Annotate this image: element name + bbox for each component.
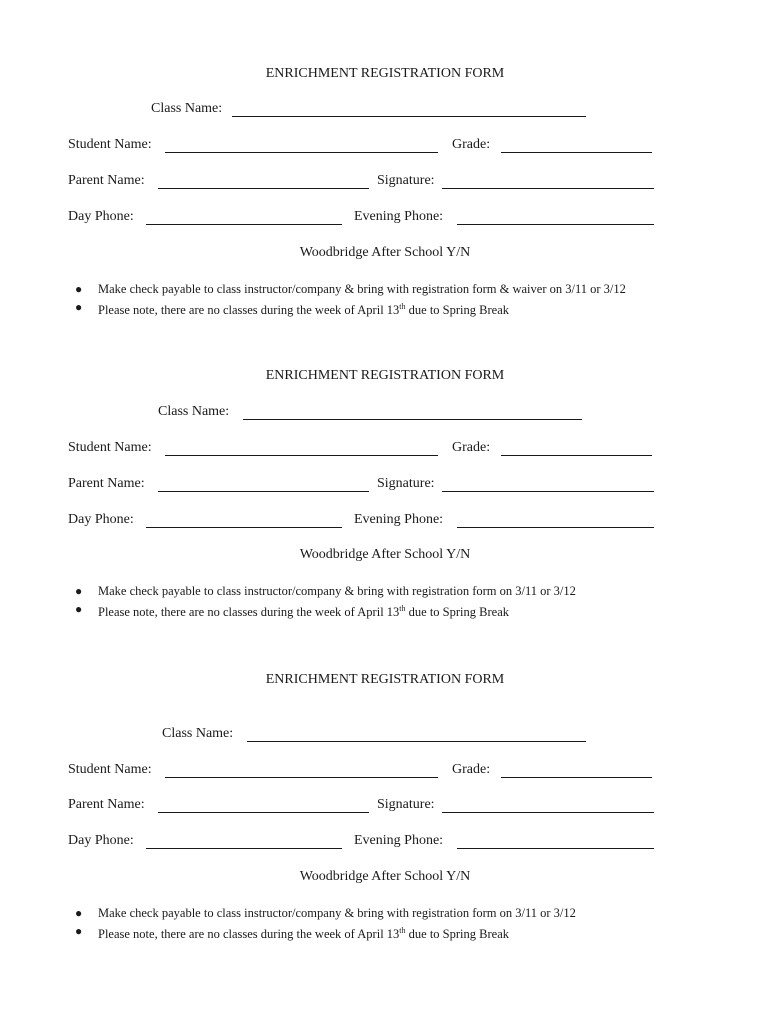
after-school-option[interactable]: Woodbridge After School Y/N xyxy=(299,547,471,562)
list-item xyxy=(0,298,626,316)
grade-field[interactable] xyxy=(501,439,652,457)
form-title: ENRICHMENT REGISTRATION FORM xyxy=(265,66,505,81)
note-spring-break: due to Spring Break xyxy=(405,605,509,619)
class-name-row xyxy=(0,101,770,119)
note-no-classes: Please note, there are no classes during the week of April 13 xyxy=(98,605,400,619)
student-grade-row xyxy=(0,762,770,780)
notes-list xyxy=(0,280,626,316)
day-phone-field[interactable] xyxy=(146,511,342,529)
student-name-label: Student Name: xyxy=(68,137,152,152)
note-payment: Make check payable to class instructor/company & bring with registration form on 3/11 or 3/12 xyxy=(98,906,576,920)
after-school-option[interactable]: Woodbridge After School Y/N xyxy=(299,245,471,260)
student-grade-row xyxy=(0,440,770,458)
class-name-field[interactable] xyxy=(232,100,586,118)
signature-field[interactable] xyxy=(442,475,654,493)
class-name-row xyxy=(0,726,770,744)
day-phone-label: Day Phone: xyxy=(68,209,134,224)
bullet-icon: ● xyxy=(75,282,83,296)
day-phone-field[interactable] xyxy=(146,832,342,850)
bullet-icon: ● xyxy=(75,906,83,920)
note-payment: Make check payable to class instructor/company & bring with registration form & waiver on 3/11 or 3/12 xyxy=(98,282,626,296)
evening-phone-label: Evening Phone: xyxy=(354,512,444,527)
notes-list xyxy=(0,904,576,940)
class-name-field[interactable] xyxy=(247,725,586,743)
note-no-classes: Please note, there are no classes during the week of April 13 xyxy=(98,303,400,317)
signature-label: Signature: xyxy=(377,797,435,812)
note-superscript: th xyxy=(399,302,406,311)
parent-name-field[interactable] xyxy=(158,796,369,814)
day-phone-label: Day Phone: xyxy=(68,512,134,527)
list-item xyxy=(0,922,576,940)
grade-field[interactable] xyxy=(501,136,652,154)
signature-field[interactable] xyxy=(442,172,654,190)
parent-name-field[interactable] xyxy=(158,172,369,190)
class-name-field[interactable] xyxy=(243,403,582,421)
phone-row xyxy=(0,209,770,227)
evening-phone-label: Evening Phone: xyxy=(354,209,444,224)
evening-phone-label: Evening Phone: xyxy=(354,833,444,848)
grade-label: Grade: xyxy=(452,137,491,152)
signature-label: Signature: xyxy=(377,173,435,188)
signature-label: Signature: xyxy=(377,476,435,491)
grade-label: Grade: xyxy=(452,762,491,777)
list-item xyxy=(0,582,576,600)
notes-list xyxy=(0,582,576,618)
student-name-label: Student Name: xyxy=(68,762,152,777)
student-grade-row xyxy=(0,137,770,155)
parent-name-label: Parent Name: xyxy=(68,476,145,491)
phone-row xyxy=(0,512,770,530)
signature-field[interactable] xyxy=(442,796,654,814)
parent-signature-row xyxy=(0,476,770,494)
parent-signature-row xyxy=(0,797,770,815)
bullet-icon: ● xyxy=(75,584,83,598)
list-item xyxy=(0,600,576,618)
parent-name-label: Parent Name: xyxy=(68,173,145,188)
bullet-icon: ● xyxy=(75,300,83,314)
bullet-icon: ● xyxy=(75,924,83,938)
student-name-field[interactable] xyxy=(165,136,438,154)
class-name-label: Class Name: xyxy=(158,404,230,419)
form-title: ENRICHMENT REGISTRATION FORM xyxy=(265,368,505,383)
grade-label: Grade: xyxy=(452,440,491,455)
note-no-classes: Please note, there are no classes during the week of April 13 xyxy=(98,927,400,941)
class-name-label: Class Name: xyxy=(162,726,234,741)
note-superscript: th xyxy=(399,926,406,935)
student-name-field[interactable] xyxy=(165,761,438,779)
note-payment: Make check payable to class instructor/company & bring with registration form on 3/11 or 3/12 xyxy=(98,584,576,598)
parent-name-label: Parent Name: xyxy=(68,797,145,812)
form-title: ENRICHMENT REGISTRATION FORM xyxy=(265,672,505,687)
class-name-label: Class Name: xyxy=(151,101,223,116)
evening-phone-field[interactable] xyxy=(457,208,654,226)
evening-phone-field[interactable] xyxy=(457,511,654,529)
after-school-option[interactable]: Woodbridge After School Y/N xyxy=(299,869,471,884)
note-superscript: th xyxy=(399,604,406,613)
parent-signature-row xyxy=(0,173,770,191)
day-phone-field[interactable] xyxy=(146,208,342,226)
list-item xyxy=(0,280,626,298)
day-phone-label: Day Phone: xyxy=(68,833,134,848)
grade-field[interactable] xyxy=(501,761,652,779)
evening-phone-field[interactable] xyxy=(457,832,654,850)
class-name-row xyxy=(0,404,770,422)
student-name-field[interactable] xyxy=(165,439,438,457)
bullet-icon: ● xyxy=(75,602,83,616)
parent-name-field[interactable] xyxy=(158,475,369,493)
note-spring-break: due to Spring Break xyxy=(405,927,509,941)
phone-row xyxy=(0,833,770,851)
student-name-label: Student Name: xyxy=(68,440,152,455)
list-item xyxy=(0,904,576,922)
note-spring-break: due to Spring Break xyxy=(405,303,509,317)
